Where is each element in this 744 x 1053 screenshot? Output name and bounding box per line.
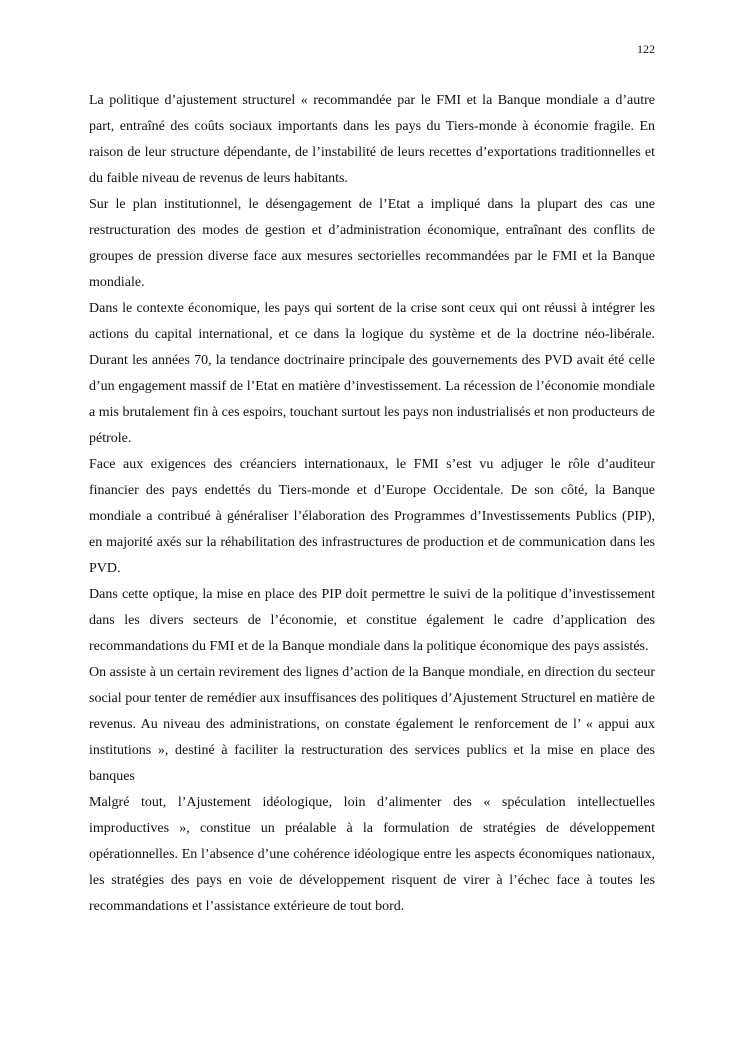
paragraph-ideological-adjustment: Malgré tout, l’Ajustement idéologique, loin d’alimenter des « spéculation intellectuelles improductives », constitue un préalable à la formulation de stratégies de développement opérationnelles. En l’absence d’une cohérence idéologique entre les aspects économiques nationaux, les stratégies des pays en voie de développement risquent de virer à l’échec face à toutes les recommandations et l’assistance extérieure de tout bord. bbox=[89, 795, 655, 914]
paragraph-economic-context: Dans le contexte économique, les pays qui sortent de la crise sont ceux qui ont réussi à intégrer les actions du capital international, et ce dans la logique du système et de la doctrine néo-libérale. Durant les années 70, la tendance doctrinaire principale des gouvernements des PVD avait été celle d’un engagement massif de l’Etat en matière d’investissement. La récession de l’économie mondiale a mis brutalement fin à ces espoirs, touchant surtout les pays non industrialisés et non producteurs de pétrole. bbox=[89, 301, 655, 446]
paragraph-pip: Dans cette optique, la mise en place des PIP doit permettre le suivi de la politique d’investissement dans les divers secteurs de l’économie, et constitue également le cadre d’application des recommandations du FMI et de la Banque mondiale dans la politique économique des pays assistés. bbox=[89, 587, 655, 654]
paragraph-institutional: Sur le plan institutionnel, le désengagement de l’Etat a impliqué dans la plupart des cas une restructuration des modes de gestion et d’administration économique, entraînant des conflits de groupes de pression diverse face aux mesures sectorielles recommandées par le FMI et la Banque mondiale. bbox=[89, 197, 655, 290]
paragraph-creditors: Face aux exigences des créanciers internationaux, le FMI s’est vu adjuger le rôle d’auditeur financier des pays endettés du Tiers-monde et d’Europe Occidentale. De son côté, la Banque mondiale a contribué à généraliser l’élaboration des Programmes d’Investissements Publics (PIP), en majorité axés sur la réhabilitation des infrastructures de production et de communication dans les PVD. bbox=[89, 457, 655, 576]
page-number: 122 bbox=[637, 42, 655, 56]
paragraph-world-bank-shift: On assiste à un certain revirement des lignes d’action de la Banque mondiale, en direction du secteur social pour tenter de remédier aux insuffisances des politiques d’Ajustement Structurel en matière de revenus. Au niveau des administrations, on constate également le renforcement de l’ « appui aux institutions », destiné à faciliter la restructuration des services publics et la mise en place des banques bbox=[89, 665, 655, 784]
paragraph-structural-adjustment: La politique d’ajustement structurel « recommandée par le FMI et la Banque mondiale a d’autre part, entraîné des coûts sociaux importants dans les pays du Tiers-monde à économie fragile. En raison de leur structure dépendante, de l’instabilité de leurs recettes d’exportations traditionnelles et du faible niveau de revenus de leurs habitants. bbox=[89, 93, 655, 186]
body-text bbox=[89, 88, 655, 920]
